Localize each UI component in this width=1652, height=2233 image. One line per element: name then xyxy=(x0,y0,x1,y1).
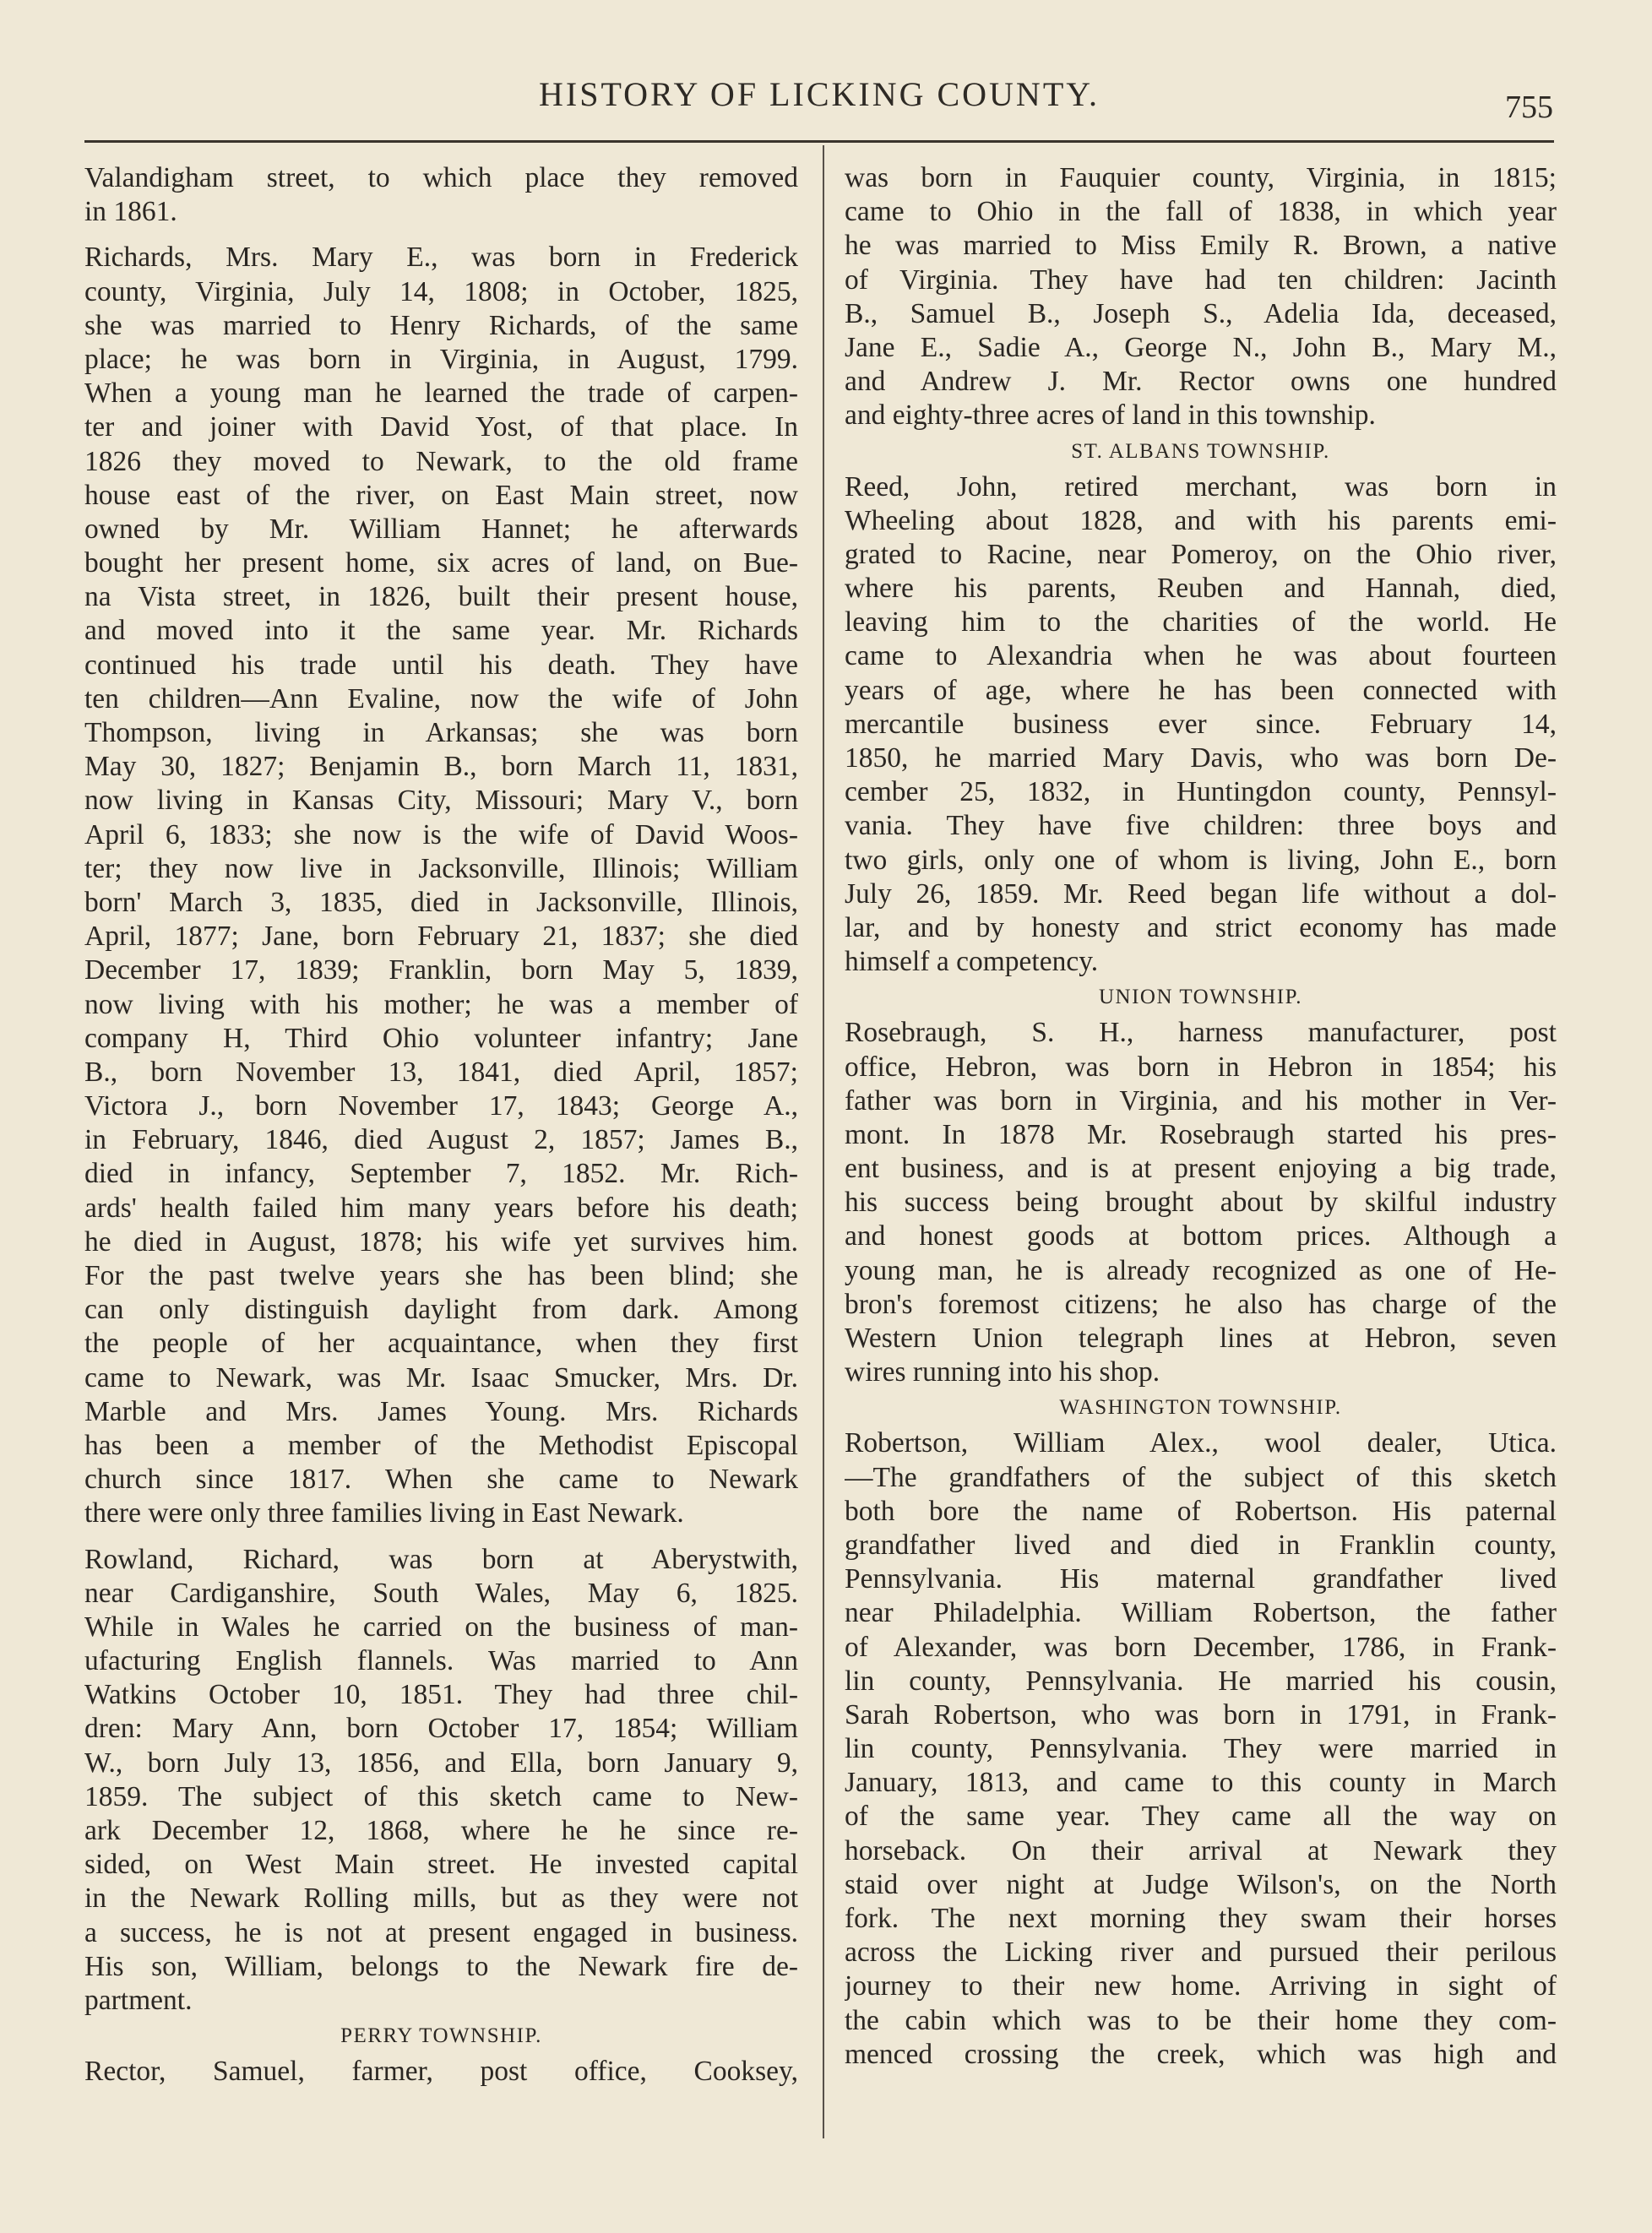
text-line: Valandigham street, to which place they removed xyxy=(84,162,798,193)
header-rule xyxy=(84,140,1554,143)
text-line: mont. In 1878 Mr. Rosebraugh started his pres- xyxy=(845,1118,1557,1150)
text-line: county, Virginia, July 14, 1808; in October, 1825, xyxy=(84,275,798,307)
text-line: Sarah Robertson, who was born in 1791, in Frank- xyxy=(845,1698,1557,1730)
text-line: 1826 they moved to Newark, to the old frame xyxy=(84,445,798,477)
text-line: of Alexander, was born December, 1786, in Frank- xyxy=(845,1631,1557,1663)
text-line: and Andrew J. Mr. Rector owns one hundred xyxy=(845,366,1557,398)
text-line: Victora J., born November 17, 1843; George A., xyxy=(84,1090,798,1122)
text-line: His son, William, belongs to the Newark fire de- xyxy=(84,1950,798,1982)
text-line: has been a member of the Methodist Episcopal xyxy=(84,1429,798,1461)
text-line: ter and joiner with David Yost, of that place. In xyxy=(84,411,798,443)
text-line: Jane E., Sadie A., George N., John B., Mary M., xyxy=(845,331,1557,363)
text-line: place; he was born in Virginia, in August, 1799. xyxy=(84,343,798,375)
text-line: vania. They have five children: three boys and xyxy=(845,810,1557,842)
text-line: na Vista street, in 1826, built their present house, xyxy=(84,581,798,613)
text-line: April 6, 1833; she now is the wife of David Woos- xyxy=(84,818,798,850)
page-number: 755 xyxy=(1505,90,1553,125)
text-line: the people of her acquaintance, when they first xyxy=(84,1328,798,1360)
text-line: wires running into his shop. xyxy=(845,1356,1160,1388)
text-line: —The grandfathers of the subject of this sketch xyxy=(845,1461,1557,1493)
text-line: came to Alexandria when he was about fourteen xyxy=(845,640,1557,672)
text-line: he died in August, 1878; his wife yet survives him. xyxy=(84,1225,798,1258)
text-line: church since 1817. When she came to Newark xyxy=(84,1464,798,1496)
text-line: grandfather lived and died in Franklin county, xyxy=(845,1529,1557,1561)
text-line: himself a competency. xyxy=(845,946,1099,978)
text-line: father was born in Virginia, and his mother in Ver- xyxy=(845,1084,1557,1116)
text-line: both bore the name of Robertson. His paternal xyxy=(845,1495,1557,1527)
text-line: dren: Mary Ann, born October 17, 1854; William xyxy=(84,1713,798,1745)
text-line: ark December 12, 1868, where he he since re- xyxy=(84,1815,798,1846)
text-line: and eighty-three acres of land in this township. xyxy=(845,399,1376,432)
text-line: staid over night at Judge Wilson's, on the North xyxy=(845,1868,1557,1900)
text-line: Marble and Mrs. James Young. Mrs. Richards xyxy=(84,1395,798,1427)
running-header: HISTORY OF LICKING COUNTY. xyxy=(539,75,1100,113)
text-line: house east of the river, on East Main street, now xyxy=(84,479,798,511)
text-line: lar, and by honesty and strict economy has made xyxy=(845,911,1557,943)
text-line: horseback. On their arrival at Newark they xyxy=(845,1834,1557,1866)
text-line: fork. The next morning they swam their horses xyxy=(845,1903,1557,1934)
section-heading: PERRY TOWNSHIP. xyxy=(340,2024,542,2048)
text-line: where his parents, Reuben and Hannah, died, xyxy=(845,573,1557,605)
column-divider xyxy=(823,145,824,2138)
text-line: years of age, where he has been connected with xyxy=(845,674,1557,706)
text-line: ent business, and is at present enjoying a big trade, xyxy=(845,1153,1557,1185)
text-line: December 17, 1839; Franklin, born May 5, 1839, xyxy=(84,954,798,986)
section-heading: WASHINGTON TOWNSHIP. xyxy=(1059,1396,1342,1420)
text-line: Pennsylvania. His maternal grandfather lived xyxy=(845,1563,1557,1595)
text-line: ter; they now live in Jacksonville, Illinois; William xyxy=(84,852,798,884)
text-line: grated to Racine, near Pomeroy, on the Ohio river, xyxy=(845,538,1557,570)
text-line: lin county, Pennsylvania. He married his cousin, xyxy=(845,1665,1557,1697)
text-line: can only distinguish daylight from dark. Among xyxy=(84,1294,798,1326)
section-heading: UNION TOWNSHIP. xyxy=(1098,986,1303,1009)
text-line: he was married to Miss Emily R. Brown, a native xyxy=(845,230,1557,262)
text-line: the cabin which was to be their home they com- xyxy=(845,2004,1557,2036)
text-line: now living in Kansas City, Missouri; Mary V., born xyxy=(84,785,798,817)
text-line: mercantile business ever since. February 14, xyxy=(845,708,1557,740)
text-line: near Cardiganshire, South Wales, May 6, 1825. xyxy=(84,1577,798,1609)
text-line: was born in Fauquier county, Virginia, in 1815; xyxy=(845,162,1557,193)
text-line: ards' health failed him many years before his death; xyxy=(84,1192,798,1224)
text-line: of Virginia. They have had ten children: Jacinth xyxy=(845,264,1557,296)
text-line: and honest goods at bottom prices. Although a xyxy=(845,1220,1557,1252)
text-line: July 26, 1859. Mr. Reed began life without a dol- xyxy=(845,877,1557,910)
text-line: B., born November 13, 1841, died April, 1857; xyxy=(84,1056,798,1088)
text-line: office, Hebron, was born in Hebron in 1854; his xyxy=(845,1051,1557,1083)
text-line: cember 25, 1832, in Huntingdon county, Pennsyl- xyxy=(845,776,1557,808)
paragraph-gap xyxy=(84,229,798,241)
text-line: in the Newark Rolling mills, but as they were not xyxy=(84,1883,798,1915)
text-line: of the same year. They came all the way on xyxy=(845,1801,1557,1833)
text-line: and moved into it the same year. Mr. Richards xyxy=(84,615,798,647)
text-line: W., born July 13, 1856, and Ella, born January 9, xyxy=(84,1747,798,1779)
text-line: continued his trade until his death. They have xyxy=(84,649,798,681)
text-line: bought her present home, six acres of land, on Bue- xyxy=(84,547,798,579)
text-line: there were only three families living in East Newark. xyxy=(84,1497,684,1529)
text-line: Robertson, William Alex., wool dealer, Utica. xyxy=(845,1427,1557,1459)
text-line: leaving him to the charities of the world. He xyxy=(845,606,1557,638)
text-line: bron's foremost citizens; he also has charge of the xyxy=(845,1288,1557,1320)
text-line: owned by Mr. William Hannet; he afterwards xyxy=(84,513,798,545)
text-line: ufacturing English flannels. Was married to Ann xyxy=(84,1645,798,1677)
text-line: B., Samuel B., Joseph S., Adelia Ida, deceased, xyxy=(845,297,1557,329)
section-heading: ST. ALBANS TOWNSHIP. xyxy=(1071,439,1330,463)
text-line: journey to their new home. Arriving in sight of xyxy=(845,1970,1557,2002)
text-line: across the Licking river and pursued their perilous xyxy=(845,1937,1557,1969)
text-line: sided, on West Main street. He invested capital xyxy=(84,1849,798,1881)
text-line: When a young man he learned the trade of carpen- xyxy=(84,378,798,410)
text-line: now living with his mother; he was a member of xyxy=(84,988,798,1020)
text-line: young man, he is already recognized as one of He- xyxy=(845,1254,1557,1286)
text-line: Western Union telegraph lines at Hebron, seven xyxy=(845,1323,1557,1354)
text-line: she was married to Henry Richards, of the same xyxy=(84,309,798,341)
text-line: two girls, only one of whom is living, John E., born xyxy=(845,844,1557,876)
text-line: in February, 1846, died August 2, 1857; James B., xyxy=(84,1124,798,1156)
paragraph-gap xyxy=(84,1531,798,1543)
text-line: Thompson, living in Arkansas; she was born xyxy=(84,717,798,748)
text-line: Watkins October 10, 1851. They had three chil- xyxy=(84,1679,798,1711)
text-line: While in Wales he carried on the business of man- xyxy=(84,1611,798,1643)
right-column xyxy=(845,161,1557,2072)
text-line: lin county, Pennsylvania. They were married in xyxy=(845,1733,1557,1765)
text-line: partment. xyxy=(84,1984,193,2016)
text-line: a success, he is not at present engaged in business. xyxy=(84,1916,798,1948)
text-line: Rector, Samuel, farmer, post office, Cooksey, xyxy=(84,2056,798,2088)
text-line: January, 1813, and came to this county in March xyxy=(845,1767,1557,1799)
text-line: Wheeling about 1828, and with his parents emi- xyxy=(845,504,1557,536)
text-line: Richards, Mrs. Mary E., was born in Frederick xyxy=(84,242,798,274)
text-line: in 1861. xyxy=(84,196,177,228)
text-line: near Philadelphia. William Robertson, the father xyxy=(845,1597,1557,1629)
left-column xyxy=(84,161,798,2089)
text-line: May 30, 1827; Benjamin B., born March 11, 1831, xyxy=(84,751,798,783)
text-line: company H, Third Ohio volunteer infantry; Jane xyxy=(84,1022,798,1054)
text-line: born' March 3, 1835, died in Jacksonville, Illinois, xyxy=(84,886,798,918)
text-line: Rosebraugh, S. H., harness manufacturer, post xyxy=(845,1017,1557,1049)
text-line: came to Newark, was Mr. Isaac Smucker, Mrs. Dr. xyxy=(84,1361,798,1394)
text-line: ten children—Ann Evaline, now the wife of John xyxy=(84,682,798,714)
text-line: April, 1877; Jane, born February 21, 1837; she died xyxy=(84,921,798,953)
text-line: Rowland, Richard, was born at Aberystwith, xyxy=(84,1543,798,1575)
text-line: 1850, he married Mary Davis, who was born De- xyxy=(845,742,1557,774)
text-line: died in infancy, September 7, 1852. Mr. Rich- xyxy=(84,1158,798,1190)
text-line: came to Ohio in the fall of 1838, in which year xyxy=(845,196,1557,228)
text-line: For the past twelve years she has been blind; she xyxy=(84,1260,798,1291)
text-line: menced crossing the creek, which was high and xyxy=(845,2038,1557,2070)
text-line: his success being brought about by skilful industry xyxy=(845,1187,1557,1219)
text-line: 1859. The subject of this sketch came to New- xyxy=(84,1780,798,1812)
text-line: Reed, John, retired merchant, was born in xyxy=(845,470,1557,503)
